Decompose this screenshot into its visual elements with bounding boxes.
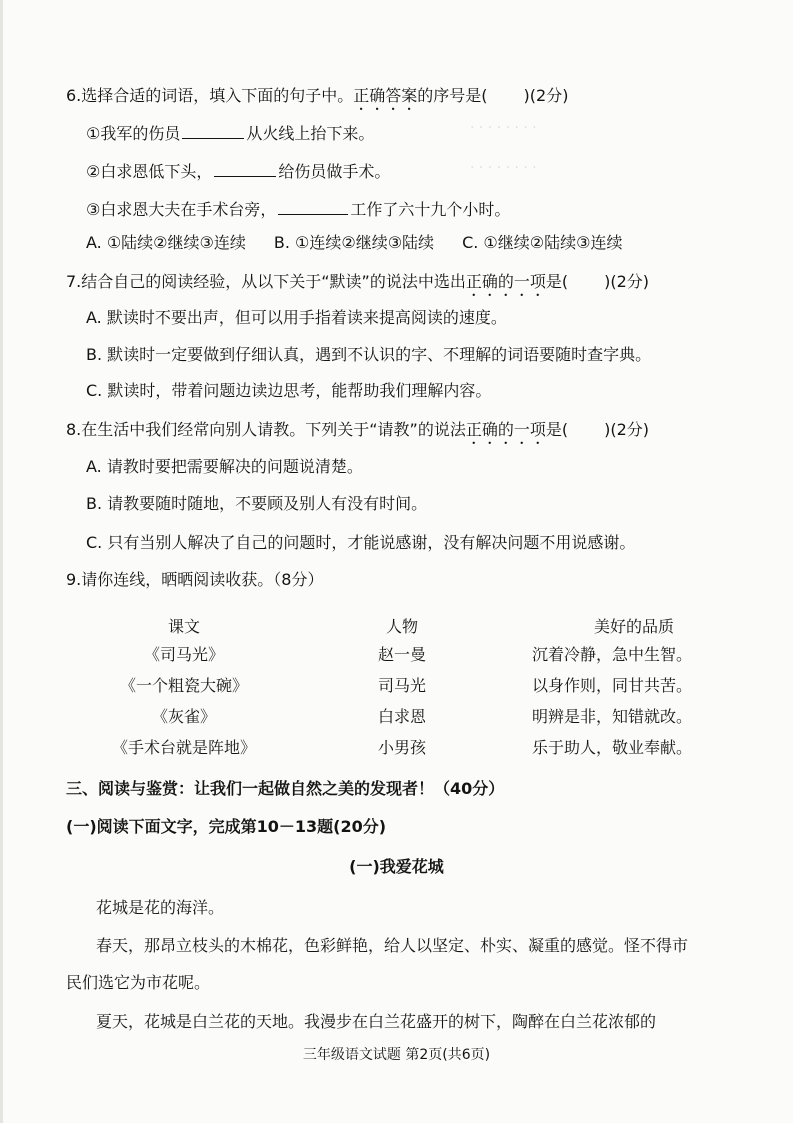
question-6-sentence-3: ③白求恩大夫在手术台旁， 工作了六十九个小时。 [86, 196, 510, 222]
bleed-through-text: · · · · · · · · [470, 160, 537, 176]
question-6-sentence-1: ①我军的伤员 从火线上抬下来。 [86, 120, 374, 146]
question-7-stem: 7.结合自己的阅读经验，从以下关于“默读”的说法中选出正确的一项是( )(2分) [66, 272, 650, 291]
header-text: 课文 [167, 616, 200, 636]
passage-title: (一)我爱花城 [349, 857, 444, 876]
quality[interactable]: 乐于助人，敬业奉献。 [532, 738, 693, 757]
character-name[interactable]: 小男孩 [377, 738, 426, 757]
quality[interactable]: 以身作则，同甘共苦。 [532, 676, 693, 695]
section-3-subheading: (一)阅读下面文字，完成第10－13题(20分) [66, 817, 387, 836]
fill-blank[interactable] [278, 196, 348, 215]
text-title[interactable]: 《一个粗瓷大碗》 [119, 676, 248, 695]
text-title[interactable]: 《手术台就是阵地》 [111, 738, 256, 757]
question-9-stem: 9.请你连线，晒晒阅读收获。（8分） [66, 570, 324, 589]
matching-row [96, 700, 736, 731]
question-6-stem: 6.选择合适的词语，填入下面的句子中。正确答案的序号是( )(2分) [66, 86, 569, 105]
character-name[interactable]: 白求恩 [377, 707, 426, 726]
question-7-option-c: C. 默读时，带着问题边读边思考，能帮助我们理解内容。 [86, 381, 492, 400]
fill-blank[interactable] [182, 120, 244, 139]
character-name[interactable]: 赵一曼 [377, 645, 426, 664]
header-quality: 美好的品质 [593, 616, 674, 636]
text-title[interactable]: 《司马光》 [143, 645, 224, 664]
passage-paragraph-1: 花城是花的海洋。 [96, 898, 225, 917]
passage-paragraph-3-line-1: 夏天，花城是白兰花的天地。我漫步在白兰花盛开的树下，陶醉在白兰花浓郁的 [96, 1012, 657, 1031]
question-8-stem: 8.在生活中我们经常向别人请教。下列关于“请教”的说法正确的一项是( )(2分) [66, 420, 650, 439]
matching-header-row [96, 612, 736, 638]
scan-edge-left [0, 0, 3, 1123]
question-7-option-b: B. 默读时一定要做到仔细认真，遇到不认识的字、不理解的词语要随时查字典。 [86, 345, 652, 364]
option-a: A. ①陆续②继续③连续 [86, 233, 246, 252]
section-3-heading: 三、阅读与鉴赏：让我们一起做自然之美的发现者！（40分） [66, 779, 505, 798]
quality[interactable]: 明辨是非，知错就改。 [532, 707, 693, 726]
page-footer: 三年级语文试题 第2页(共6页) [302, 1047, 491, 1063]
character-name[interactable]: 司马光 [377, 676, 426, 695]
matching-row [96, 669, 736, 700]
question-8-option-c: C. 只有当别人解决了自己的问题时，才能说感谢，没有解决问题不用说感谢。 [86, 533, 636, 552]
passage-paragraph-2-line-1: 春天，那昂立枝头的木棉花，色彩鲜艳，给人以坚定、朴实、凝重的感觉。怪不得市 [96, 936, 689, 955]
fill-blank[interactable] [214, 158, 276, 177]
passage-paragraph-2-line-2: 民们选它为市花呢。 [66, 973, 211, 992]
header-character: 人物 [385, 616, 418, 636]
question-8-option-b: B. 请教要随时随地，不要顾及别人有没有时间。 [86, 494, 428, 513]
matching-row [96, 638, 736, 669]
option-c: C. ①继续②陆续③连续 [462, 233, 623, 252]
question-8-option-a: A. 请教时要把需要解决的问题说清楚。 [86, 457, 363, 476]
quality[interactable]: 沉着冷静，急中生智。 [532, 645, 693, 664]
option-b: B. ①连续②继续③陆续 [273, 233, 435, 252]
question-7-option-a: A. 默读时不要出声，但可以用手指着读来提高阅读的速度。 [86, 308, 507, 327]
question-6-sentence-2: ②白求恩低下头， 给伤员做手术。 [86, 158, 390, 184]
text-title[interactable]: 《灰雀》 [151, 707, 216, 726]
matching-table [96, 612, 736, 762]
bleed-through-text: · · · · · · · · [470, 120, 537, 136]
matching-row [96, 731, 736, 762]
question-6-options [86, 231, 622, 255]
